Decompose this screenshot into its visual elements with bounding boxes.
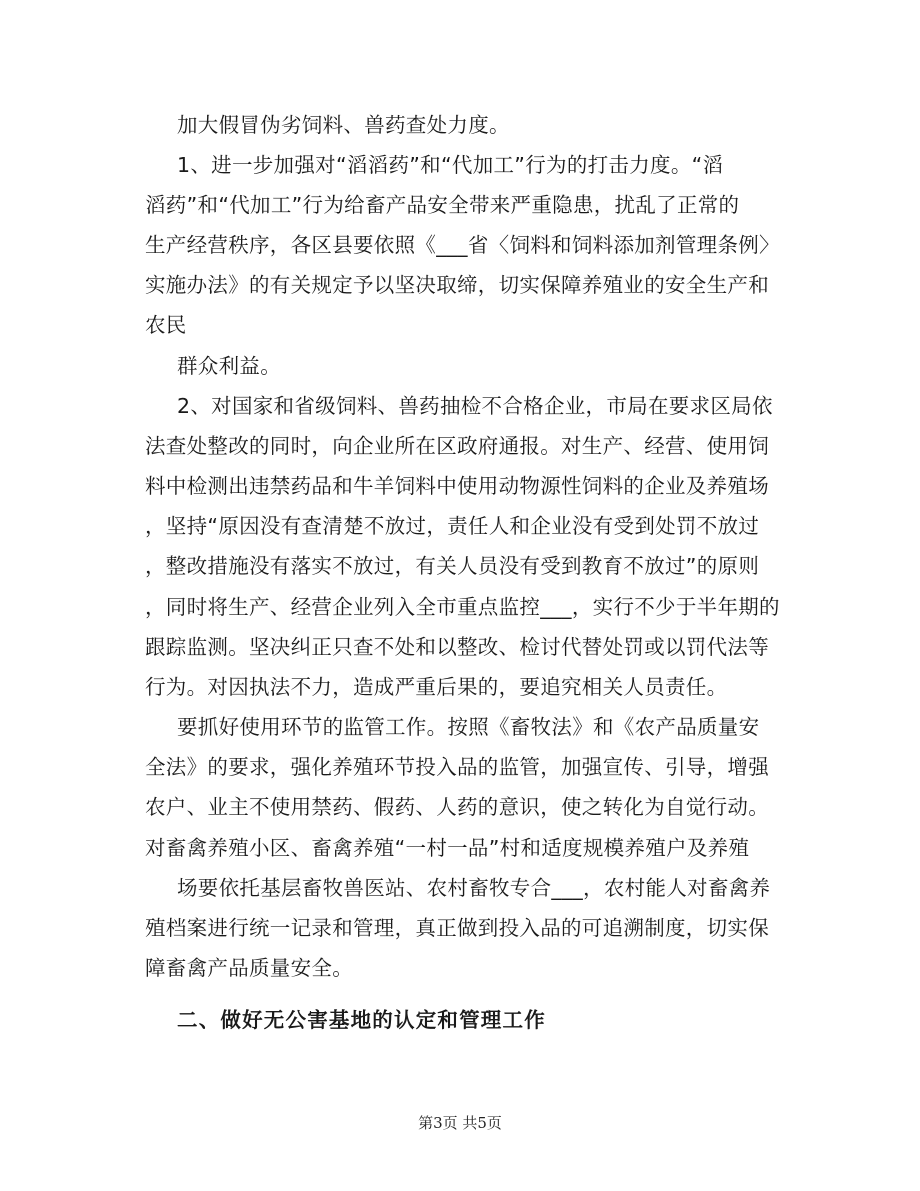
paragraph-line: 殖档案进行统一记录和管理，真正做到投入品的可追溯制度，切实保 [145, 916, 769, 940]
paragraph-line: 障畜禽产品质量安全。 [145, 956, 353, 980]
paragraph-line: ，坚持“原因没有查清楚不放过，责任人和企业没有受到处罚不放过 [145, 514, 760, 538]
paragraph-line: 农户、业主不使用禁药、假药、人药的意识，使之转化为自觉行动。 [145, 795, 769, 819]
page-number: 第3页 共5页 [418, 1114, 502, 1132]
paragraph-line: 料中检测出违禁药品和牛羊饲料中使用动物源性饲料的企业及养殖场 [145, 474, 769, 498]
paragraph-line: 滔药”和“代加工”行为给畜产品安全带来严重隐患，扰乱了正常的 [145, 193, 740, 217]
paragraph-line: 实施办法》的有关规定予以坚决取缔，切实保障养殖业的安全生产和 [145, 273, 769, 297]
paragraph-line: 要抓好使用环节的监管工作。按照《畜牧法》和《农产品质量安 [177, 715, 760, 739]
paragraph-line: 跟踪监测。坚决纠正只查不处和以整改、检讨代替处罚或以罚代法等 [145, 635, 769, 659]
paragraph-line: 群众利益。 [177, 354, 281, 378]
paragraph-line: ，整改措施没有落实不放过，有关人员没有受到教育不放过”的原则 [145, 554, 760, 578]
paragraph-line: 全法》的要求，强化养殖环节投入品的监管，加强宣传、引导，增强 [145, 755, 769, 779]
paragraph-line: 法查处整改的同时，向企业所在区政府通报。对生产、经营、使用饲 [145, 434, 769, 458]
paragraph-line: 行为。对因执法不力，造成严重后果的，要追究相关人员责任。 [145, 675, 728, 699]
paragraph-line: 生产经营秩序，各区县要依照《___省〈饲料和饲料添加剂管理条例〉 [145, 233, 780, 257]
section-heading: 二、做好无公害基地的认定和管理工作 [177, 1008, 546, 1032]
paragraph-line: 2、对国家和省级饲料、兽药抽检不合格企业，市局在要求区局依 [177, 394, 773, 418]
paragraph-line: 场要依托基层畜牧兽医站、农村畜牧专合___，农村能人对畜禽养 [177, 876, 771, 900]
paragraph-line: 加大假冒伪劣饲料、兽药查处力度。 [177, 113, 510, 137]
paragraph-line: 对畜禽养殖小区、畜禽养殖“一村一品”村和适度规模养殖户及养殖 [145, 836, 750, 860]
paragraph-line: 1、进一步加强对“滔滔药”和“代加工”行为的打击力度。“滔 [177, 153, 724, 177]
paragraph-line: 农民 [145, 313, 187, 337]
paragraph-line: ，同时将生产、经营企业列入全市重点监控___，实行不少于半年期的 [145, 595, 780, 619]
